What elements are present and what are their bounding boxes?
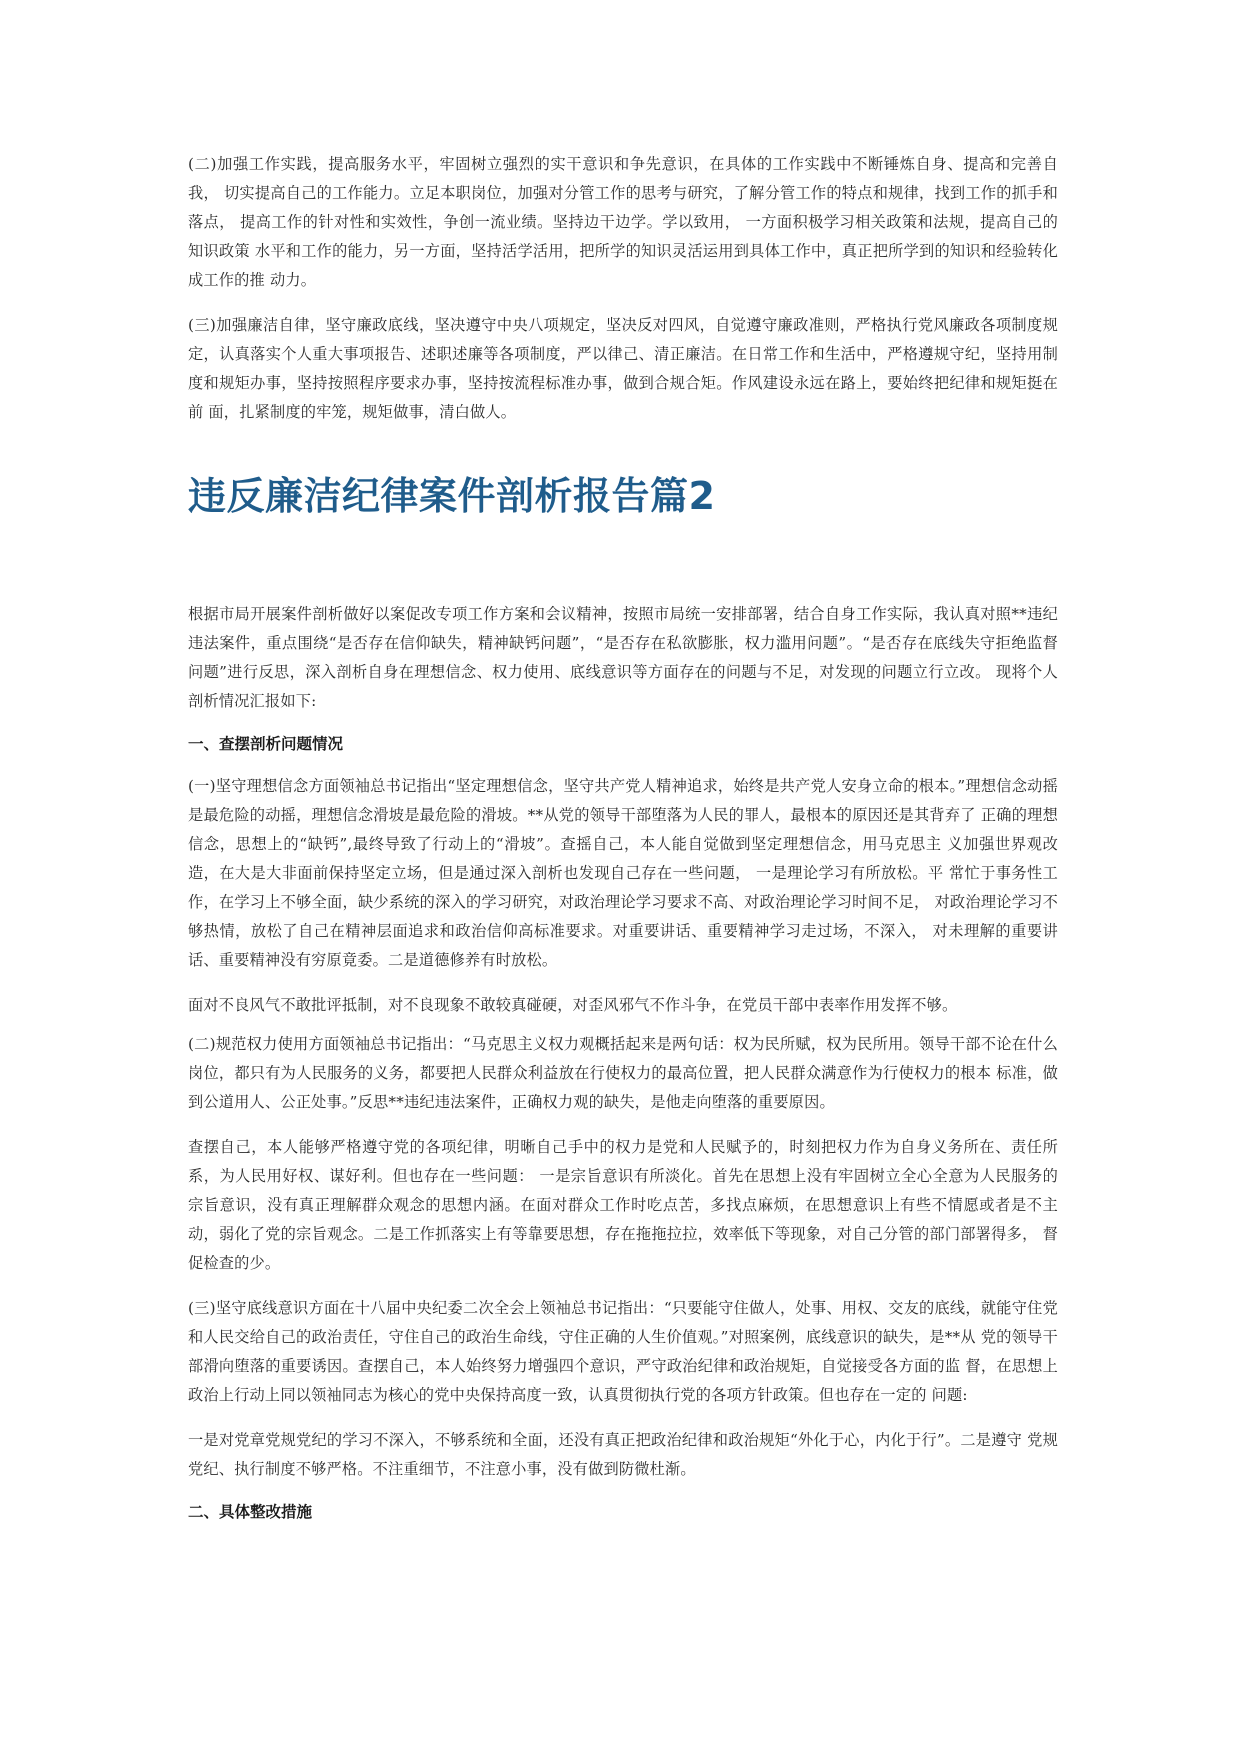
paragraph-discipline: 一是对党章党规党纪的学习不深入，不够系统和全面，还没有真正把政治纪律和政治规矩“外化于心，内化于行”。二是遵守 党规党纪、执行制度不够严格。不注重细节，不注意小事，没有做到防微杜渐。: [188, 1431, 1058, 1478]
section-heading-measures: 二、具体整改措施: [188, 1503, 313, 1521]
document-page: [188, 150, 1058, 1540]
paragraph-practice: (二)加强工作实践，提高服务水平，牢固树立强烈的实干意识和争先意识，在具体的工作实践中不断锤炼自身、提高和完善自我， 切实提高自己的工作能力。立足本职岗位，加强对分管工作的思考与研究，了解分管工作的特点和规律，找到工作的抓手和落点， 提高工作的针对性和实效性，争创一流业绩。坚持边干边学。学以致用， 一方面积极学习相关政策和法规，提高自己的知识政策 水平和工作的能力，另一方面，坚持活学活用，把所学的知识灵活运用到具体工作中，真正把所学到的知识和经验转化成工作的推 动力。: [188, 155, 1058, 289]
paragraph-integrity: (三)加强廉洁自律，坚守廉政底线，坚决遵守中央八项规定，坚决反对四风，自觉遵守廉政准则，严格执行党风廉政各项制度规 定，认真落实个人重大事项报告、述职述廉等各项制度，严以律己、清正廉洁。在日常工作和生活中，严格遵规守纪，坚持用制 度和规矩办事，坚持按照程序要求办事，坚持按流程标准办事，做到合规合矩。作风建设永远在路上，要始终把纪律和规矩挺在前 面，扎紧制度的牢笼，规矩做事，清白做人。: [188, 316, 1058, 421]
paragraph-self-check: 查摆自己，本人能够严格遵守党的各项纪律，明晰自己手中的权力是党和人民赋予的，时刻把权力作为自身义务所在、责任所 系，为人民用好权、谋好利。但也存在一些问题： 一是宗旨意识有所淡化。首先在思想上没有牢固树立全心全意为人民服务的 宗旨意识，没有真正理解群众观念的思想内涵。在面对群众工作时吃点苦，多找点麻烦，在思想意识上有些不情愿或者是不主 动，弱化了党的宗旨观念。二是工作抓落实上有等靠要思想，存在拖拖拉拉，效率低下等现象，对自己分管的部门部署得多， 督促检查的少。: [188, 1138, 1058, 1272]
paragraph-ideals: (一)坚守理想信念方面领袖总书记指出“坚定理想信念，坚守共产党人精神追求，始终是共产党人安身立命的根本。”理想信念动摇是最危险的动摇，理想信念滑坡是最危险的滑坡。**从党的领导干部堕落为人民的罪人，最根本的原因还是其背弃了 正确的理想信念，思想上的“缺钙”,最终导致了行动上的“滑坡”。查摇自己，本人能自觉做到坚定理想信念，用马克思主 义加强世界观改造，在大是大非面前保持坚定立场，但是通过深入剖析也发现自己存在一些问题， 一是理论学习有所放松。平 常忙于事务性工作，在学习上不够全面，缺少系统的深入的学习研究，对政治理论学习要求不高、对政治理论学习时间不足， 对政治理论学习不够热情，放松了自己在精神层面追求和政治信仰高标准要求。对重要讲话、重要精神学习走过场，不深入， 对未理解的重要讲话、重要精神没有穷原竟委。二是道德修养有时放松。: [188, 777, 1058, 969]
paragraph-bad-practices: 面对不良风气不敢批评抵制，对不良现象不敢较真碰硬，对歪风邪气不作斗争，在党员干部中表率作用发挥不够。: [188, 996, 958, 1014]
paragraph-bottom-line: (三)坚守底线意识方面在十八届中央纪委二次全会上领袖总书记指出：“只要能守住做人，处事、用权、交友的底线，就能守住党和人民交给自己的政治责任，守住自己的政治生命线，守住正确的人生价值观。”对照案例，底线意识的缺失，是**从 党的领导干部滑向堕落的重要诱因。查摆自己，本人始终努力增强四个意识，严守政治纪律和政治规矩，自觉接受各方面的监 督，在思想上政治上行动上同以领袖同志为核心的党中央保持高度一致，认真贯彻执行党的各项方针政策。但也存在一定的 问题:: [188, 1299, 1058, 1404]
paragraph-intro: 根据市局开展案件剖析做好以案促改专项工作方案和会议精神，按照市局统一安排部署，结合自身工作实际，我认真对照**违纪违法案件，重点围绕“是否存在信仰缺失，精神缺钙问题”，“是否存在私欲膨胀，权力滥用问题”。“是否存在底线失守拒绝监督问题”进行反思，深入剖析自身在理想信念、权力使用、底线意识等方面存在的问题与不足，对发现的问题立行立改。 现将个人剖析情况汇报如下:: [188, 605, 1058, 710]
article-title: 违反廉洁纪律案件剖析报告篇2: [188, 474, 716, 518]
paragraph-power-use: (二)规范权力使用方面领袖总书记指出：“马克思主义权力观概括起来是两句话：权为民所赋，权为民所用。领导干部不论在什么岗位，都只有为人民服务的义务，都要把人民群众利益放在行使权力的最高位置，把人民群众满意作为行使权力的根本 标准，做到公道用人、公正处事。”反思**违纪违法案件，正确权力观的缺失，是他走向堕落的重要原因。: [188, 1035, 1058, 1111]
section-heading-problems: 一、查摆剖析问题情况: [188, 735, 344, 753]
